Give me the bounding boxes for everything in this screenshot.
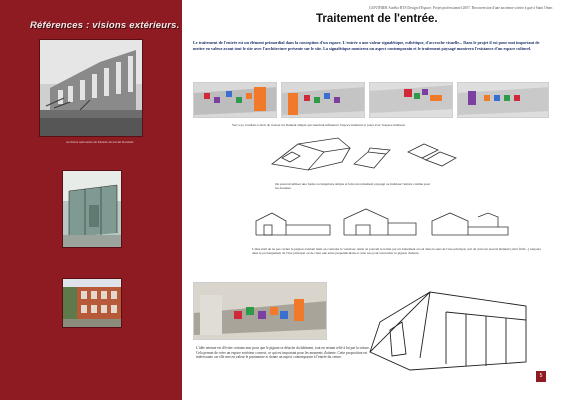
photo-caption-city: Roubaix xyxy=(122,140,134,144)
page-number: 5 xyxy=(536,371,546,382)
sketch-plan-left xyxy=(268,134,354,176)
glass-pavilion-photo xyxy=(62,170,122,248)
references-panel xyxy=(0,0,182,400)
references-title: Références : visions extérieurs. xyxy=(30,20,180,31)
photo-caption-text: Archives nationales du Monde du travail xyxy=(66,140,122,144)
bottom-caption: L'idée retenue est d'éviter certains mur pour que le pignon se détache du bâtiment, tout en restant relié à lui par la toiture. Cela permet de créer un espace extérieur couvert, ce qui est important pour les moments d'attente. Cette proposition est intéressante car elle met en valeur le patrimoine et donne un aspect contemporain à l'entrée du centre. xyxy=(196,346,370,360)
building-photo xyxy=(39,39,143,137)
brick-facade-photo xyxy=(62,278,122,328)
section-caption: L'idée était de ne pas cacher le pignon existant mais au contraire le valoriser. Ainsi on pouvait le traiter par un traitement au sol dans le sens de l'axe principal, soit de créer un nouvel élément ( mur fictif...) toujours dans le prolongement de l'axe principal ou de créer une autre perpendiculaire à cette axe pour rencontrer le pignon d'entrée. xyxy=(252,247,541,256)
intro-paragraph: Le traitement de l'entrée est un élément primordial dans la conception d'un espace. L'entrée a une valeur signalétique, esthétique, d'accroche visuelle... Dans le projet il est pour moi important de mettre en valeur avant tout le site avec l'architecture présente sur le site. La signalétique montrera un aspect contemporain et le traitement paysagé montrera l'existance d'un espace culturel. xyxy=(193,40,540,51)
sketch-section-mid xyxy=(340,205,420,239)
credit-line: GONTHIER Aurélia BTS Design d'Espace. Projet professionnel 2007. Reconversion d'une ancienne scierie à gué à Saint Omer. xyxy=(369,6,553,10)
entrance-banner-1 xyxy=(193,82,277,118)
sketch-plan-right xyxy=(402,138,462,170)
entrance-banner-4 xyxy=(457,82,549,118)
sketch-section-left xyxy=(252,207,336,239)
page-title: Traitement de l'entrée. xyxy=(316,13,438,25)
perspective-sketch xyxy=(350,282,536,374)
entrance-banner-3 xyxy=(369,82,453,118)
banner-caption: Sur ce je voudrais à droit de trouver un élément simple qui viendrait influencer l'espace intérieur et jouer avec l'espace intérieur. xyxy=(232,123,406,127)
sketch-plan-mid xyxy=(350,144,394,174)
entrance-model-photo xyxy=(193,282,327,340)
entrance-banner-2 xyxy=(281,82,365,118)
photo-caption xyxy=(66,140,134,144)
sketch-caption: On pourrait utiliser une forme rectangulaire simple et faire un traitement paysagé ou intérieur l'entrée comme pour les données. xyxy=(275,182,431,191)
sketch-section-right xyxy=(428,207,512,239)
